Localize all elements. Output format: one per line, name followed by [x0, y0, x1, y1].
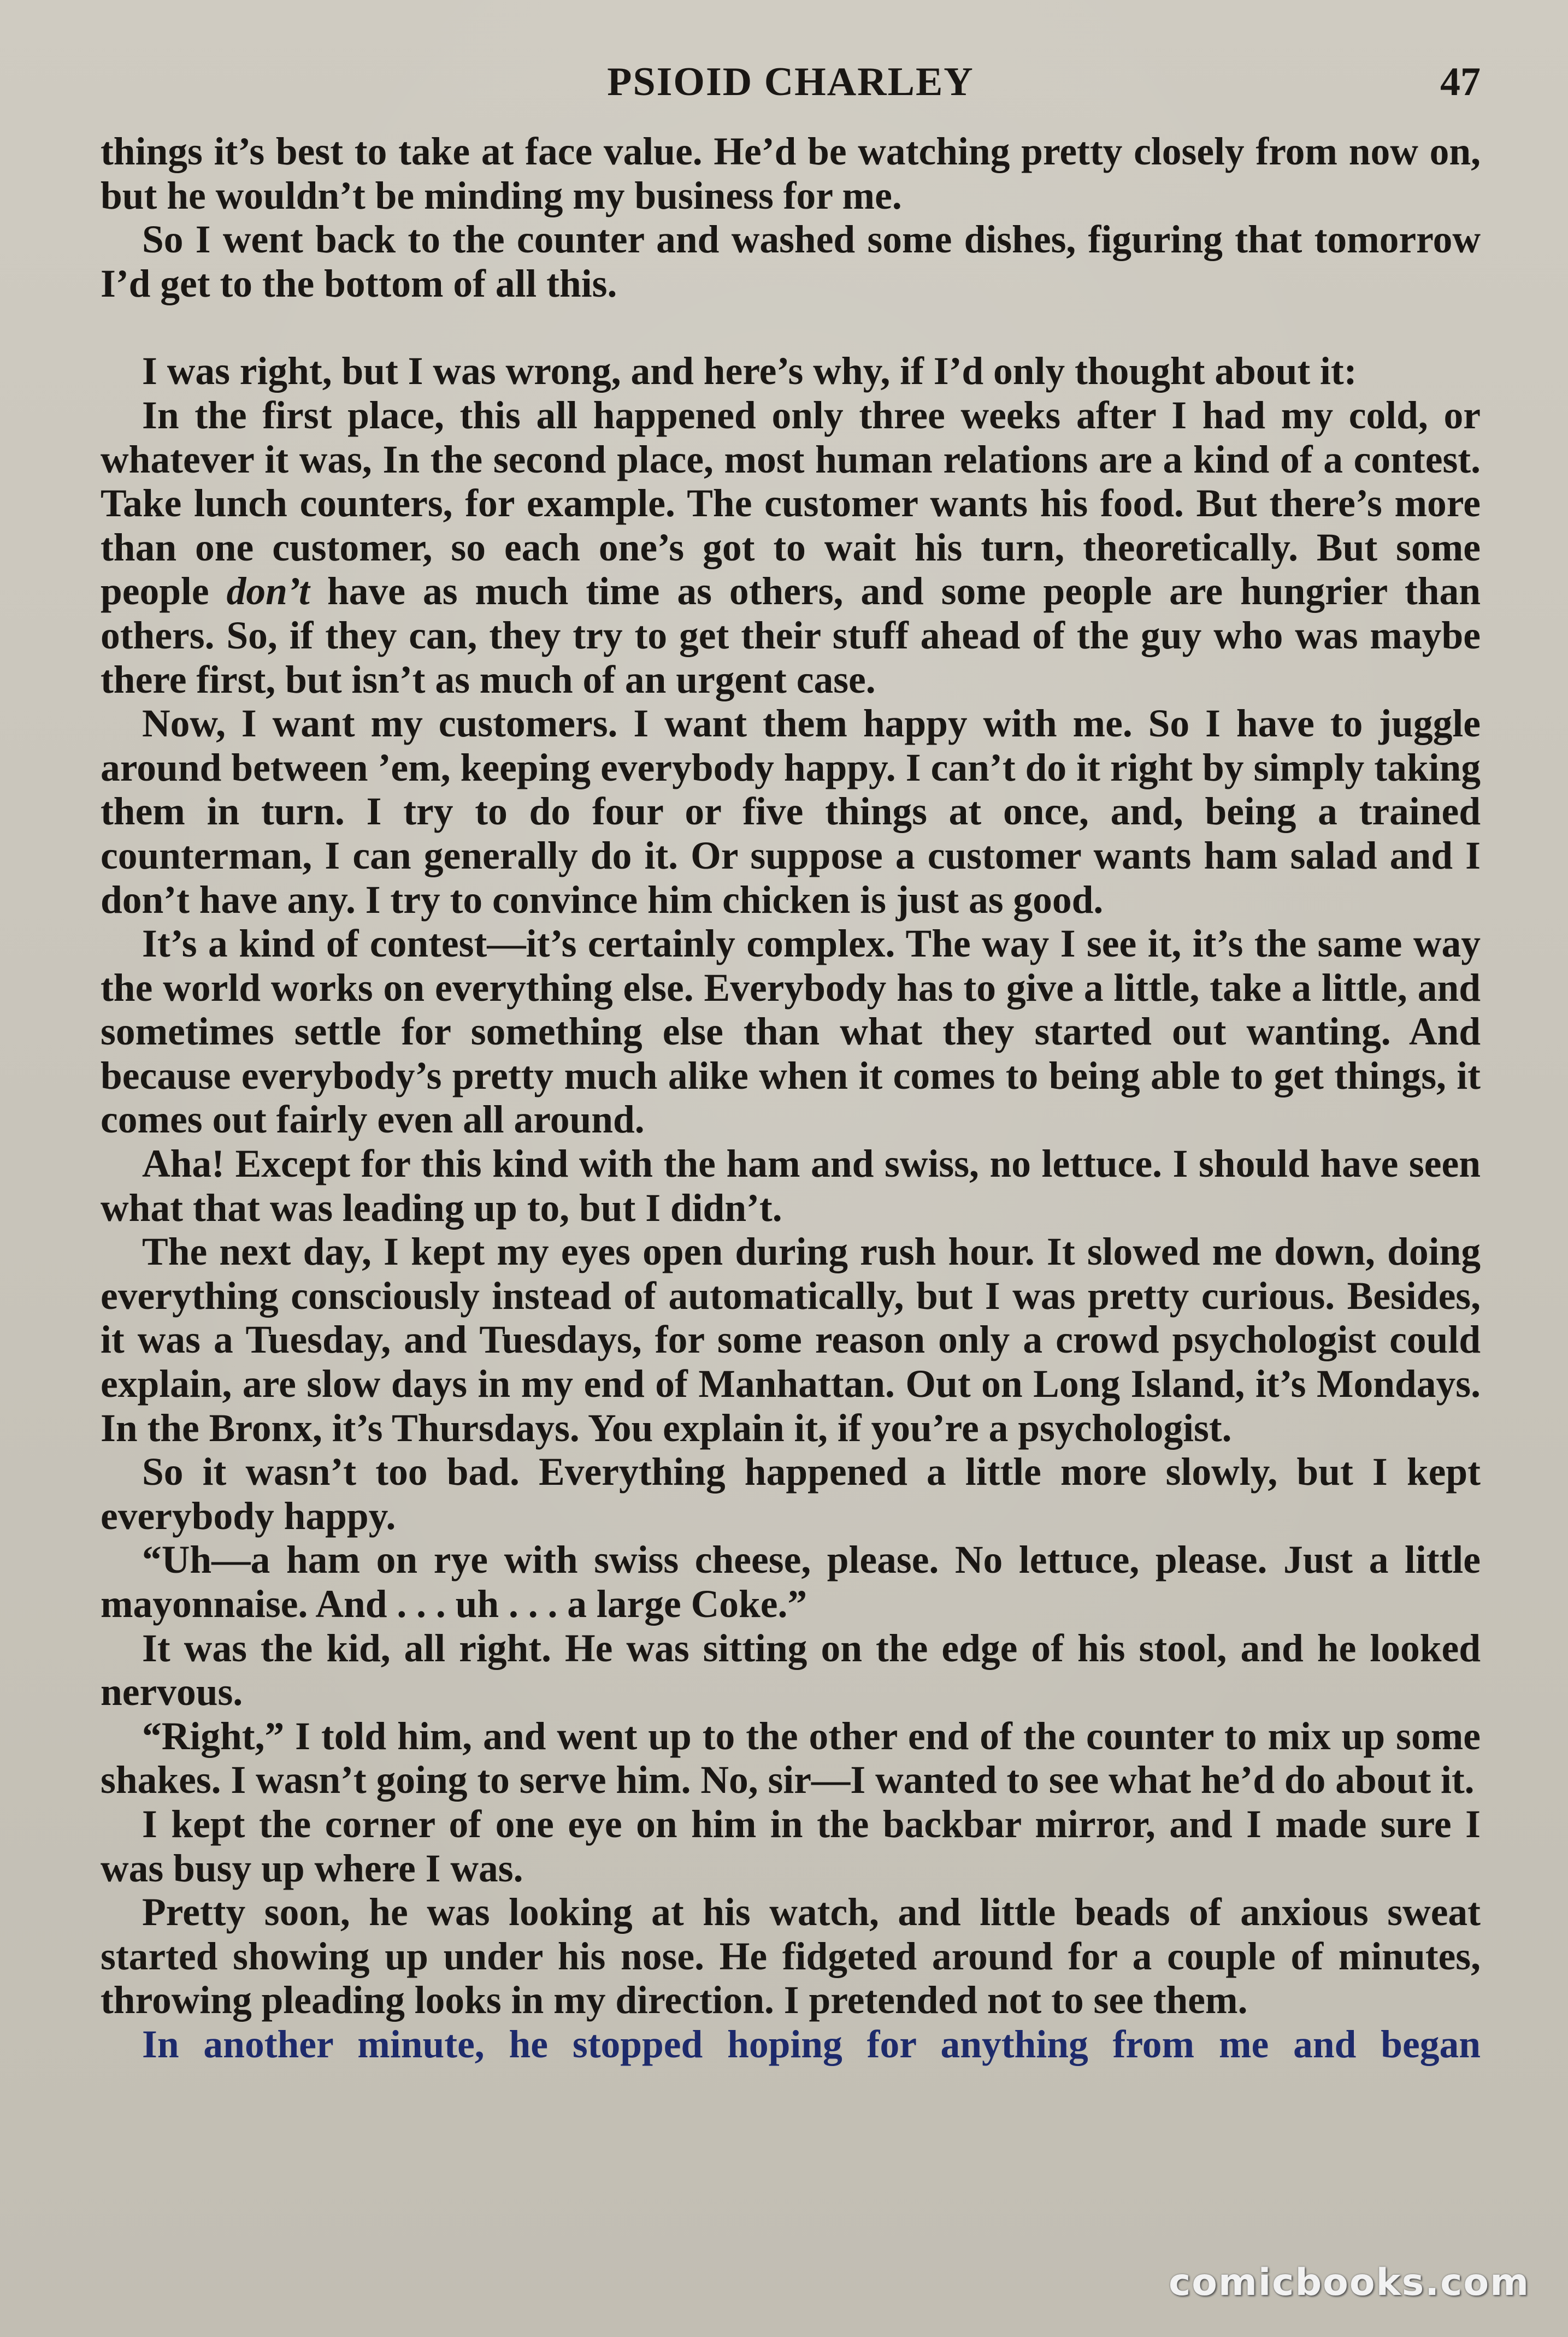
running-head: PSIOID CHARLEY: [607, 60, 974, 104]
paragraph-10: “Uh—a ham on rye with swiss cheese, please. No lettuce, please. Just a little mayonnaise. And . . . uh . . . a large Coke.”: [101, 1538, 1481, 1626]
paragraph-13: I kept the corner of one eye on him in the backbar mirror, and I made sure I was busy up where I was.: [101, 1802, 1481, 1890]
paragraph-14: Pretty soon, he was looking at his watch, and little beads of anxious sweat started showing up under his nose. He fidgeted around for a couple of minutes, throwing pleading looks in my direction. I pretended not to see them.: [101, 1891, 1481, 2022]
paragraph-12: “Right,” I told him, and went up to the other end of the counter to mix up some shakes. I wasn’t going to serve him. No, sir—I wanted to see what he’d do about it.: [101, 1714, 1481, 1802]
paragraph-1: things it’s best to take at face value. He’d be watching pretty closely from now on, but he wouldn’t be minding my business for me.: [101, 130, 1481, 217]
paragraph-8: The next day, I kept my eyes open during rush hour. It slowed me down, doing everything consciously instead of automatically, but I was pretty curious. Besides, it was a Tuesday, and Tuesdays, for some reason only a crowd psychologist could explain, are slow days in my end of Manhattan. Out on Long Island, it’s Mondays. In the Bronx, it’s Thursdays. You explain it, if you’re a psychologist.: [101, 1230, 1481, 1450]
body-text: [101, 130, 1481, 2067]
paragraph-5: Now, I want my customers. I want them happy with me. So I have to juggle around between ’em, keeping everybody happy. I can’t do it right by simply taking them in turn. I try to do four or five things at once, and, being a trained counterman, I can generally do it. Or suppose a customer wants ham salad and I don’t have any. I try to convince him chicken is just as good.: [101, 702, 1481, 922]
page-number: 47: [1440, 60, 1481, 104]
paragraph-3: I was right, but I was wrong, and here’s why, if I’d only thought about it:: [142, 350, 1357, 393]
paragraph-6: It’s a kind of contest—it’s certainly complex. The way I see it, it’s the same way the world works on everything else. Everybody has to give a little, take a little, and sometimes settle for something else than what they started out wanting. And because everybody’s pretty much alike when it comes to being able to get things, it comes out fairly even all around.: [101, 922, 1481, 1142]
paragraph-7: Aha! Except for this kind with the ham and swiss, no lettuce. I should have seen what that was leading up to, but I didn’t.: [101, 1142, 1481, 1230]
paragraph-4-part-2: have as much time as others, and some people are hungrier than others. So, if they can, they try to get their stuff ahead of the guy who was maybe there first, but isn’t as much of an urgent case.: [101, 570, 1481, 701]
paragraph-11: It was the kid, all right. He was sitting on the edge of his stool, and he looked nervous.: [101, 1626, 1481, 1714]
paragraph-2: So I went back to the counter and washed some dishes, figuring that tomorrow I’d get to the bottom of all this.: [101, 218, 1481, 305]
paragraph-4-part-1: In the first place, this all happened only three weeks after I had my cold, or whatever it was, In the second place, most human relations are a kind of a contest. Take lunch counters, for example. The customer wants his food. But there’s more than one customer, so each one’s got to wait his turn, theoretically. But some people: [101, 393, 1481, 613]
paragraph-9: So it wasn’t too bad. Everything happened a little more slowly, but I kept everybody happy.: [101, 1450, 1481, 1538]
watermark: comicbooks.com: [1168, 2261, 1530, 2304]
page-header: [101, 59, 1481, 114]
emphasis-dont: don’t: [226, 570, 310, 613]
paragraph-4: [101, 394, 1481, 702]
paragraph-15: In another minute, he stopped hoping for anything from me and began: [142, 2022, 1481, 2066]
